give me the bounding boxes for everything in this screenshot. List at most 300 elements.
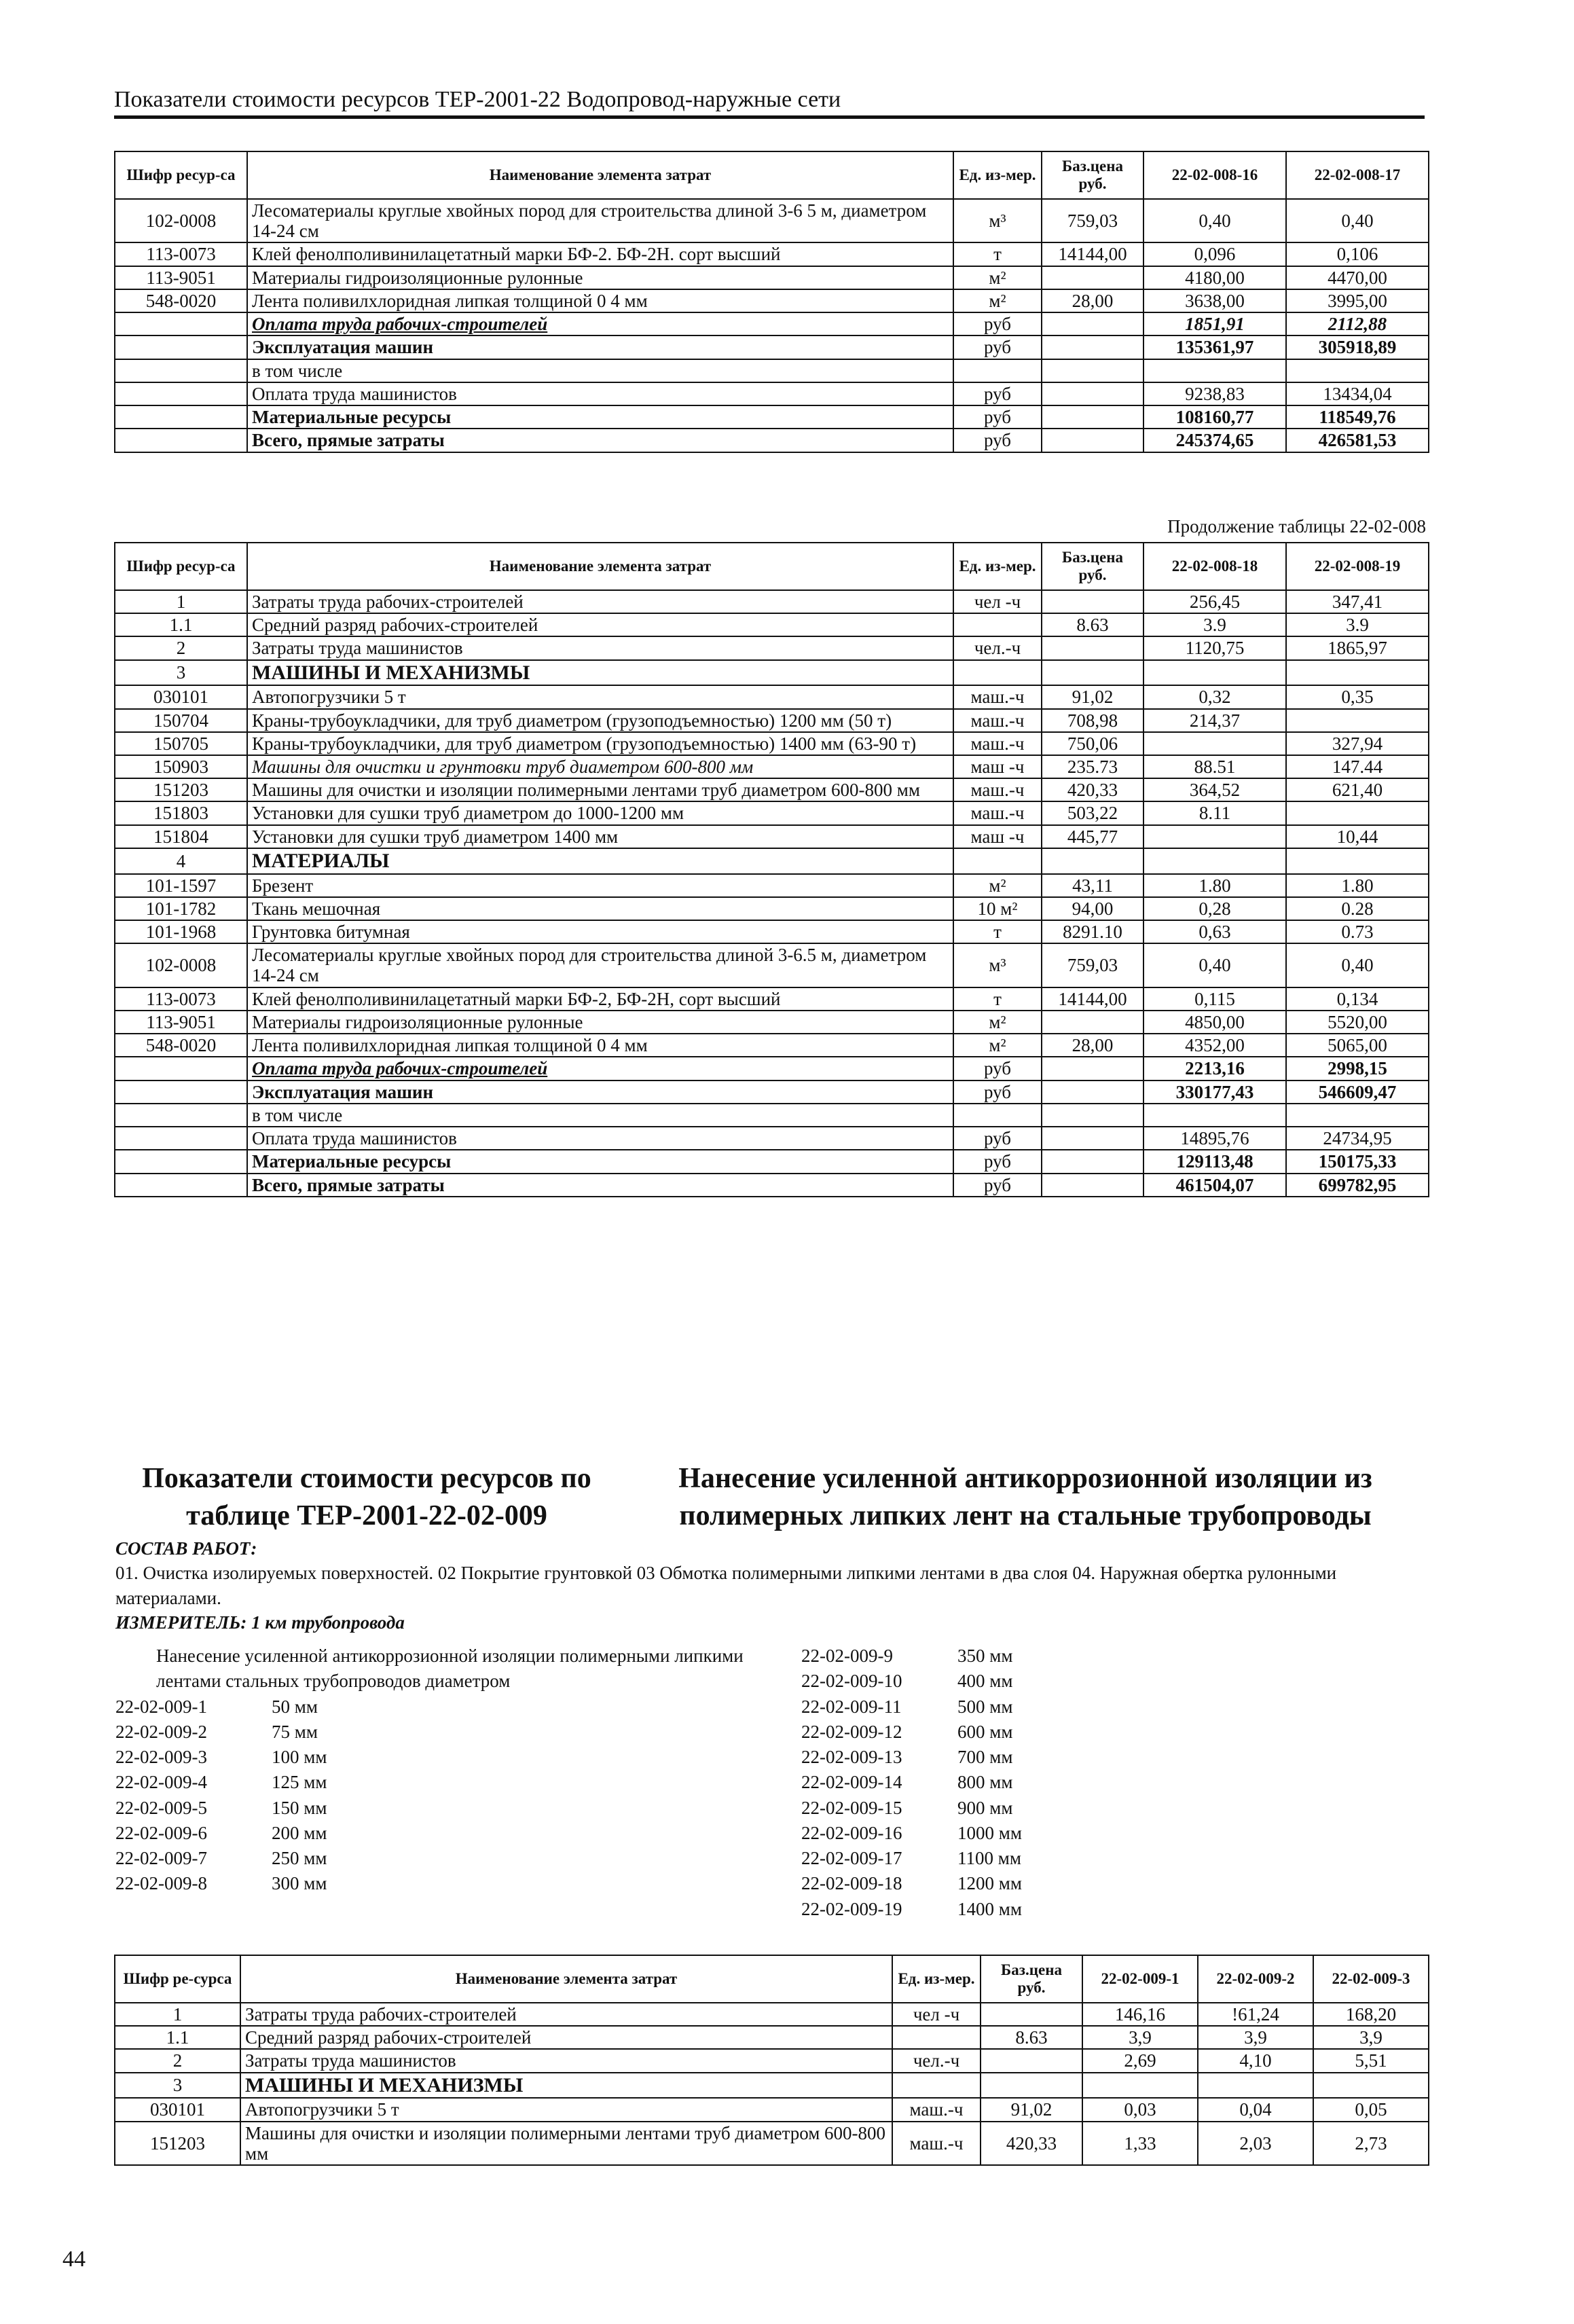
- cell-code: 4: [115, 848, 247, 874]
- cell-code: 101-1782: [115, 897, 247, 920]
- measurement-code: 22-02-009-8: [115, 1873, 207, 1894]
- cell-price: 28,00: [1042, 289, 1143, 312]
- header-col-1: 22-02-009-1: [1082, 1955, 1198, 2003]
- cell-value-2: 305918,89: [1286, 335, 1429, 359]
- measurement-size: 600 мм: [957, 1721, 1013, 1742]
- cell-price: [981, 2003, 1082, 2026]
- measurement-size: 350 мм: [957, 1646, 1013, 1666]
- cell-value-2: 0,40: [1286, 943, 1429, 987]
- cell-name: МАШИНЫ И МЕХАНИЗМЫ: [240, 2073, 892, 2099]
- cell-price: 708,98: [1042, 709, 1143, 732]
- cell-code: 151203: [115, 2122, 240, 2165]
- table-row: [115, 874, 1429, 897]
- cell-value-1: 0,32: [1143, 685, 1286, 708]
- measurement-size: 125 мм: [272, 1772, 327, 1793]
- cell-unit: маш.-ч: [892, 2122, 981, 2165]
- cell-code: 151203: [115, 778, 247, 801]
- measurement-code: 22-02-009-6: [115, 1822, 207, 1843]
- list-item: [801, 1694, 1141, 1720]
- cell-code: 102-0008: [115, 199, 247, 242]
- cell-code: 1.1: [115, 613, 247, 636]
- cell-code: 2: [115, 2049, 240, 2072]
- list-item: [801, 1846, 1141, 1871]
- cell-price: [1042, 1150, 1143, 1173]
- cell-unit: [953, 1104, 1042, 1127]
- cell-code: 101-1968: [115, 920, 247, 943]
- measurement-size: 300 мм: [272, 1873, 327, 1894]
- cell-unit: руб: [953, 335, 1042, 359]
- table-row: [115, 2026, 1429, 2049]
- cell-code: 1.1: [115, 2026, 240, 2049]
- cell-price: 94,00: [1042, 897, 1143, 920]
- measurement-size: 800 мм: [957, 1772, 1013, 1793]
- header-code: Шифр ресур-са: [115, 543, 247, 590]
- cell-name: Автопогрузчики 5 т: [247, 685, 953, 708]
- measurement-list-right: [801, 1644, 1141, 1922]
- table-row: [115, 920, 1429, 943]
- cell-value-1: 364,52: [1143, 778, 1286, 801]
- list-item: [801, 1669, 1141, 1694]
- cell-unit: т: [953, 987, 1042, 1011]
- cell-value-1: 14895,76: [1143, 1127, 1286, 1150]
- measurement-code: 22-02-009-1: [115, 1696, 207, 1717]
- cell-value-2: 0.73: [1286, 920, 1429, 943]
- cell-price: 8291.10: [1042, 920, 1143, 943]
- cell-price: [981, 2073, 1082, 2099]
- cell-value-1: 2213,16: [1143, 1057, 1286, 1080]
- table-row: [115, 709, 1429, 732]
- cell-code: [115, 382, 247, 405]
- cell-price: 91,02: [1042, 685, 1143, 708]
- composition-label: СОСТАВ РАБОТ:: [115, 1538, 257, 1559]
- table-row: [115, 2098, 1429, 2121]
- cell-unit: маш.-ч: [953, 801, 1042, 824]
- list-item: [801, 1871, 1141, 1896]
- cell-value-2: 4470,00: [1286, 266, 1429, 289]
- cell-unit: руб: [953, 1081, 1042, 1104]
- cell-code: 113-0073: [115, 987, 247, 1011]
- list-item: [801, 1644, 1141, 1669]
- cell-value-2: 0,40: [1286, 199, 1429, 242]
- cell-unit: [892, 2026, 981, 2049]
- table-row: [115, 199, 1429, 242]
- table-row: [115, 1034, 1429, 1057]
- cell-value-2: [1198, 2073, 1313, 2099]
- measurement-size: 400 мм: [957, 1671, 1013, 1692]
- cell-value-2: 2998,15: [1286, 1057, 1429, 1080]
- cell-price: 420,33: [981, 2122, 1082, 2165]
- cell-code: 548-0020: [115, 289, 247, 312]
- cell-value-2: 13434,04: [1286, 382, 1429, 405]
- cell-price: 750,06: [1042, 732, 1143, 755]
- cell-name: Оплата труда рабочих-строителей: [247, 1057, 953, 1080]
- cell-unit: м²: [953, 266, 1042, 289]
- cell-name: Средний разряд рабочих-строителей: [240, 2026, 892, 2049]
- cell-name: Затраты труда машинистов: [247, 636, 953, 659]
- cell-unit: маш.-ч: [953, 709, 1042, 732]
- cell-value-1: 256,45: [1143, 590, 1286, 613]
- table-row: [115, 2073, 1429, 2099]
- measurement-code: 22-02-009-17: [801, 1848, 902, 1868]
- cell-value-2: 147.44: [1286, 755, 1429, 778]
- cell-name: Затраты труда рабочих-строителей: [247, 590, 953, 613]
- cell-value-1: [1082, 2073, 1198, 2099]
- cell-price: 235.73: [1042, 755, 1143, 778]
- table-row: [115, 801, 1429, 824]
- cell-unit: м³: [953, 199, 1042, 242]
- cell-unit: маш -ч: [953, 825, 1042, 848]
- continuation-note: Продолжение таблицы 22-02-008: [1167, 516, 1426, 537]
- section-title-right: Нанесение усиленной антикоррозионной изоляции из полимерных липких лент на стальные трубопроводы: [678, 1463, 1372, 1531]
- cell-unit: маш.-ч: [892, 2098, 981, 2121]
- cell-price: 759,03: [1042, 943, 1143, 987]
- cell-unit: т: [953, 920, 1042, 943]
- cell-value-2: 0,04: [1198, 2098, 1313, 2121]
- cell-value-1: 330177,43: [1143, 1081, 1286, 1104]
- cell-code: 150704: [115, 709, 247, 732]
- cell-price: 28,00: [1042, 1034, 1143, 1057]
- cell-value-2: 546609,47: [1286, 1081, 1429, 1104]
- cell-value-2: !61,24: [1198, 2003, 1313, 2026]
- cell-value-1: 4352,00: [1143, 1034, 1286, 1057]
- cell-value-2: 4,10: [1198, 2049, 1313, 2072]
- cell-unit: чел -ч: [953, 590, 1042, 613]
- list-item: [115, 1694, 727, 1720]
- cell-value-2: 10,44: [1286, 825, 1429, 848]
- table-row: [115, 732, 1429, 755]
- cell-unit: [953, 660, 1042, 686]
- table-row: [115, 590, 1429, 613]
- table-row: [115, 755, 1429, 778]
- table-row: [115, 636, 1429, 659]
- table-row: [115, 1127, 1429, 1150]
- cell-value-2: 3.9: [1286, 613, 1429, 636]
- cell-unit: [953, 848, 1042, 874]
- cell-value-1: 3,9: [1082, 2026, 1198, 2049]
- measurement-size: 75 мм: [272, 1721, 318, 1742]
- cell-price: [1042, 1174, 1143, 1197]
- header-price: Баз.цена руб.: [1042, 151, 1143, 199]
- section-title-left: Показатели стоимости ресурсов по таблице ТЕР-2001-22-02-009: [142, 1463, 591, 1531]
- header-col-2: 22-02-009-2: [1198, 1955, 1313, 2003]
- measurement-size: 100 мм: [272, 1747, 327, 1767]
- cell-value-2: 2,03: [1198, 2122, 1313, 2165]
- measurement-size: 1200 мм: [957, 1873, 1022, 1894]
- cell-name: Лесоматериалы круглые хвойных пород для строительства длиной 3-6 5 м, диаметром 14-24 см: [247, 199, 953, 242]
- measurement-code: 22-02-009-12: [801, 1721, 902, 1742]
- cell-price: [1042, 1057, 1143, 1080]
- list-item: [115, 1720, 727, 1745]
- table-row: [115, 405, 1429, 429]
- cell-price: [1042, 1011, 1143, 1034]
- cell-unit: руб: [953, 1057, 1042, 1080]
- cell-value-2: [1286, 801, 1429, 824]
- table-row: [115, 335, 1429, 359]
- cell-code: [115, 429, 247, 452]
- measurement-code: 22-02-009-13: [801, 1747, 902, 1767]
- cell-unit: м²: [953, 874, 1042, 897]
- cell-value-2: [1286, 848, 1429, 874]
- table-header-row: [115, 543, 1429, 590]
- cell-name: Лента поливилхлоридная липкая толщиной 0 4 мм: [247, 1034, 953, 1057]
- measurement-size: 250 мм: [272, 1848, 327, 1868]
- list-item: [801, 1821, 1141, 1846]
- table-row: [115, 1174, 1429, 1197]
- cell-value-1: 0,40: [1143, 943, 1286, 987]
- cell-name: Затраты труда рабочих-строителей: [240, 2003, 892, 2026]
- cell-code: [115, 1057, 247, 1080]
- header-unit: Ед. из-мер.: [953, 151, 1042, 199]
- cell-price: [1042, 382, 1143, 405]
- table-row: [115, 778, 1429, 801]
- list-item: [115, 1796, 727, 1821]
- cell-value-2: 327,94: [1286, 732, 1429, 755]
- cell-unit: [953, 359, 1042, 382]
- cell-value-1: 214,37: [1143, 709, 1286, 732]
- measurement-size: 1100 мм: [957, 1848, 1021, 1868]
- cell-value-3: 168,20: [1313, 2003, 1429, 2026]
- table-row: [115, 897, 1429, 920]
- cell-value-2: 3,9: [1198, 2026, 1313, 2049]
- table-row: [115, 987, 1429, 1011]
- table-row: [115, 266, 1429, 289]
- cell-unit: м²: [953, 1034, 1042, 1057]
- cell-value-1: 1.80: [1143, 874, 1286, 897]
- measurement-size: 900 мм: [957, 1797, 1013, 1818]
- cell-value-1: 4180,00: [1143, 266, 1286, 289]
- cell-value-3: 5,51: [1313, 2049, 1429, 2072]
- cell-value-2: 426581,53: [1286, 429, 1429, 452]
- table-row: [115, 1057, 1429, 1080]
- cell-value-2: 5520,00: [1286, 1011, 1429, 1034]
- cell-price: [1042, 1081, 1143, 1104]
- measurement-code: 22-02-009-14: [801, 1772, 902, 1793]
- table-header-row: [115, 151, 1429, 199]
- list-item: [115, 1821, 727, 1846]
- cell-code: [115, 312, 247, 335]
- cell-code: 548-0020: [115, 1034, 247, 1057]
- list-item: [115, 1770, 727, 1795]
- cell-value-2: 24734,95: [1286, 1127, 1429, 1150]
- cell-name: Машины для очистки и грунтовки труб диаметром 600-800 мм: [247, 755, 953, 778]
- cell-value-2: 2112,88: [1286, 312, 1429, 335]
- cell-value-1: 8.11: [1143, 801, 1286, 824]
- table-row: [115, 1150, 1429, 1173]
- cell-name: Лента поливилхлоридная липкая толщиной 0 4 мм: [247, 289, 953, 312]
- cell-price: [1042, 335, 1143, 359]
- cell-value-1: 0,115: [1143, 987, 1286, 1011]
- header-name: Наименование элемента затрат: [247, 543, 953, 590]
- measurement-code: 22-02-009-2: [115, 1721, 207, 1742]
- measurement-size: 500 мм: [957, 1696, 1013, 1717]
- measurement-size: 150 мм: [272, 1797, 327, 1818]
- table-row: [115, 2122, 1429, 2165]
- cell-code: [115, 1174, 247, 1197]
- cell-name: Эксплуатация машин: [247, 335, 953, 359]
- table-row: [115, 429, 1429, 452]
- measurement-size: 1000 мм: [957, 1822, 1022, 1843]
- header-col-2: 22-02-008-17: [1286, 151, 1429, 199]
- cell-price: 14144,00: [1042, 242, 1143, 266]
- cell-name: Лесоматериалы круглые хвойных пород для строительства длиной 3-6.5 м, диаметром 14-24 см: [247, 943, 953, 987]
- cell-name: Материалы гидроизоляционные рулонные: [247, 266, 953, 289]
- cell-price: 445,77: [1042, 825, 1143, 848]
- cell-value-2: [1286, 660, 1429, 686]
- list-item: [115, 1871, 727, 1896]
- cell-code: 101-1597: [115, 874, 247, 897]
- cell-unit: 10 м²: [953, 897, 1042, 920]
- cell-name: Затраты труда машинистов: [240, 2049, 892, 2072]
- cell-value-3: 2,73: [1313, 2122, 1429, 2165]
- cell-code: [115, 1104, 247, 1127]
- cell-value-1: 135361,97: [1143, 335, 1286, 359]
- cell-name: Установки для сушки труб диаметром 1400 мм: [247, 825, 953, 848]
- cell-code: 113-9051: [115, 266, 247, 289]
- cell-value-1: 129113,48: [1143, 1150, 1286, 1173]
- cell-name: Ткань мешочная: [247, 897, 953, 920]
- header-col-3: 22-02-009-3: [1313, 1955, 1429, 2003]
- cell-price: [1042, 429, 1143, 452]
- cell-price: [1042, 660, 1143, 686]
- cell-name: Средний разряд рабочих-строителей: [247, 613, 953, 636]
- cell-unit: маш -ч: [953, 755, 1042, 778]
- cell-value-1: [1143, 359, 1286, 382]
- composition-block: [115, 1536, 1440, 1635]
- cell-price: [1042, 590, 1143, 613]
- list-item: [115, 1745, 727, 1770]
- cell-name: Эксплуатация машин: [247, 1081, 953, 1104]
- table-row: [115, 1011, 1429, 1034]
- measurement-size: 200 мм: [272, 1822, 327, 1843]
- measurement-size: 1400 мм: [957, 1898, 1022, 1919]
- header-price: Баз.цена руб.: [1042, 543, 1143, 590]
- cell-value-1: 1,33: [1082, 2122, 1198, 2165]
- cell-value-1: 146,16: [1082, 2003, 1198, 2026]
- cell-value-2: 0,106: [1286, 242, 1429, 266]
- table-header-row: [115, 1955, 1429, 2003]
- header-code: Шифр ресур-са: [115, 151, 247, 199]
- cell-value-1: [1143, 825, 1286, 848]
- cell-value-1: 3638,00: [1143, 289, 1286, 312]
- cell-code: 1: [115, 590, 247, 613]
- list-item: [801, 1745, 1141, 1770]
- cell-unit: руб: [953, 382, 1042, 405]
- cell-name: Машины для очистки и изоляции полимерными лентами труб диаметром 600-800 мм: [240, 2122, 892, 2165]
- cell-unit: т: [953, 242, 1042, 266]
- cell-value-1: [1143, 1104, 1286, 1127]
- cell-value-1: [1143, 732, 1286, 755]
- cell-value-1: 0,096: [1143, 242, 1286, 266]
- cell-value-1: [1143, 848, 1286, 874]
- list-item: [801, 1770, 1141, 1795]
- cell-value-1: 1851,91: [1143, 312, 1286, 335]
- cell-value-3: 0,05: [1313, 2098, 1429, 2121]
- measurement-size: 700 мм: [957, 1747, 1013, 1767]
- list-item: [801, 1720, 1141, 1745]
- cell-unit: руб: [953, 429, 1042, 452]
- cell-code: [115, 359, 247, 382]
- cell-value-1: 2,69: [1082, 2049, 1198, 2072]
- cell-value-1: 0,28: [1143, 897, 1286, 920]
- cell-code: [115, 405, 247, 429]
- cell-name: Установки для сушки труб диаметром до 1000-1200 мм: [247, 801, 953, 824]
- cell-code: 030101: [115, 685, 247, 708]
- cell-code: 113-9051: [115, 1011, 247, 1034]
- measurement-code: 22-02-009-19: [801, 1898, 902, 1919]
- cell-code: [115, 335, 247, 359]
- measurement-code: 22-02-009-4: [115, 1772, 207, 1793]
- cell-name: Материалы гидроизоляционные рулонные: [247, 1011, 953, 1034]
- cell-unit: руб: [953, 1150, 1042, 1173]
- cell-value-2: 0,35: [1286, 685, 1429, 708]
- cell-name: Материальные ресурсы: [247, 1150, 953, 1173]
- cell-name: Оплата труда машинистов: [247, 1127, 953, 1150]
- cell-price: [1042, 359, 1143, 382]
- cell-value-1: 9238,83: [1143, 382, 1286, 405]
- cell-value-1: 1120,75: [1143, 636, 1286, 659]
- list-item: [801, 1897, 1141, 1922]
- resource-table-2: [114, 542, 1429, 1197]
- page-number: 44: [62, 2247, 86, 2272]
- cell-code: 030101: [115, 2098, 240, 2121]
- cell-value-2: 0,134: [1286, 987, 1429, 1011]
- table-row: [115, 825, 1429, 848]
- table-row: [115, 242, 1429, 266]
- cell-name: Автопогрузчики 5 т: [240, 2098, 892, 2121]
- cell-name: Брезент: [247, 874, 953, 897]
- measurement-size: 50 мм: [272, 1696, 318, 1717]
- cell-name: Всего, прямые затраты: [247, 429, 953, 452]
- cell-value-2: 3995,00: [1286, 289, 1429, 312]
- cell-name: Краны-трубоукладчики, для труб диаметром (грузоподъемностью) 1200 мм (50 т): [247, 709, 953, 732]
- cell-code: [115, 1127, 247, 1150]
- cell-code: 3: [115, 2073, 240, 2099]
- table-row: [115, 382, 1429, 405]
- cell-unit: чел -ч: [892, 2003, 981, 2026]
- cell-value-2: 5065,00: [1286, 1034, 1429, 1057]
- cell-code: 102-0008: [115, 943, 247, 987]
- cell-unit: м²: [953, 1011, 1042, 1034]
- table-row: [115, 359, 1429, 382]
- cell-code: 3: [115, 660, 247, 686]
- cell-value-2: 621,40: [1286, 778, 1429, 801]
- cell-price: [1042, 405, 1143, 429]
- list-item: [801, 1796, 1141, 1821]
- table-row: [115, 1081, 1429, 1104]
- cell-name: Материальные ресурсы: [247, 405, 953, 429]
- cell-name: в том числе: [247, 1104, 953, 1127]
- table-row: [115, 1104, 1429, 1127]
- table-row: [115, 685, 1429, 708]
- header-price: Баз.цена руб.: [981, 1955, 1082, 2003]
- composition-text: 01. Очистка изолируемых поверхностей. 02 Покрытие грунтовкой 03 Обмотка полимерными липкими лентами в два слоя 04. Наружная обертка рулонными материалами.: [115, 1563, 1337, 1608]
- cell-price: [1042, 1127, 1143, 1150]
- cell-unit: руб: [953, 1174, 1042, 1197]
- cell-code: 150705: [115, 732, 247, 755]
- cell-value-1: 461504,07: [1143, 1174, 1286, 1197]
- cell-code: [115, 1150, 247, 1173]
- cell-value-1: 3.9: [1143, 613, 1286, 636]
- cell-name: Оплата труда машинистов: [247, 382, 953, 405]
- header-name: Наименование элемента затрат: [240, 1955, 892, 2003]
- cell-value-1: [1143, 660, 1286, 686]
- cell-code: 2: [115, 636, 247, 659]
- page-header-title: Показатели стоимости ресурсов ТЕР-2001-22 Водопровод-наружные сети: [114, 87, 841, 112]
- cell-name: Клей фенолполивинилацетатный марки БФ-2. БФ-2Н. сорт высший: [247, 242, 953, 266]
- cell-unit: [892, 2073, 981, 2099]
- cell-price: 420,33: [1042, 778, 1143, 801]
- meter-label: ИЗМЕРИТЕЛЬ: 1 км трубопровода: [115, 1612, 405, 1633]
